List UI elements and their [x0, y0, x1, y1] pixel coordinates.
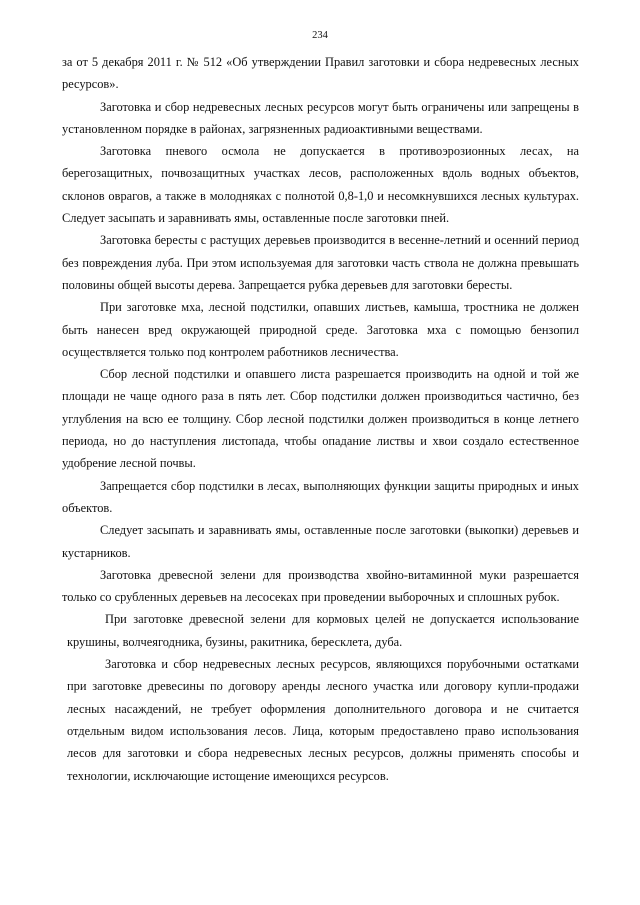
paragraph-11: Заготовка и сбор недревесных лесных ресурсов, являющихся порубочными остатками при заготовке древесины по договору аренды лесного участка или договору купли-продажи лесных насаждений, не требует оформления дополнительного договора и не считается отдельным видом использования лесов. Лица, которым предоставлено право использования лесов для заготовки и сбора недревесных лесных ресурсов, должны применять способы и технологии, исключающие истощение имеющихся ресурсов. — [67, 657, 579, 783]
paragraph-6: Сбор лесной подстилки и опавшего листа разрешается производить на одной и той же площади не чаще одного раза в пять лет. Сбор подстилки должен производиться частично, без углубления на всю ее толщину. Сбор лесной подстилки должен производиться в конце летнего периода, но до наступления листопада, чтобы опадание листвы и хвои создало естественное удобрение лесной почвы. — [62, 367, 579, 471]
paragraph-9: Заготовка древесной зелени для производства хвойно-витаминной муки разрешается только со срубленных деревьев на лесосеках при проведении выборочных и сплошных рубок. — [62, 567, 579, 605]
paragraph-8: Следует засыпать и заравнивать ямы, оставленные после заготовки (выкопки) деревьев и кустарников. — [62, 523, 579, 560]
page-number: 234 — [312, 30, 328, 41]
paragraph-4: Заготовка бересты с растущих деревьев производится в весенне-летний и осенний период без повреждения луба. При этом используемая для заготовки часть ствола не должна превышать половины общей высоты дерева. Запрещается рубка деревьев для заготовки бересты. — [62, 233, 579, 292]
paragraph-1: за от 5 декабря 2011 г. № 512 «Об утверждении Правил заготовки и сбора недревесных лесных ресурсов». — [62, 55, 579, 92]
paragraph-2: Заготовка и сбор недревесных лесных ресурсов могут быть ограничены или запрещены в установленном порядке в районах, загрязненных радиоактивными веществами. — [62, 99, 579, 136]
body-text — [62, 51, 579, 787]
paragraph-3: Заготовка пневого осмола не допускается в противоэрозионных лесах, на берегозащитных, почвозащитных участках лесов, расположенных вдоль водных объектов, склонов оврагов, а также в молодняках с полнотой 0,8-1,0 и несомкнувшихся лесных культурах. Следует засыпать и заравнивать ямы, оставленные после заготовки пней. — [62, 144, 579, 226]
paragraph-10: При заготовке древесной зелени для кормовых целей не допускается использование крушины, волчеягодника, бузины, ракитника, бересклета, дуба. — [67, 612, 579, 649]
paragraph-5: При заготовке мха, лесной подстилки, опавших листьев, камыша, тростника не должен быть нанесен вред окружающей природной среде. Заготовка мха с помощью бензопил осуществляется только под контролем работников лесничества. — [62, 300, 579, 359]
paragraph-7: Запрещается сбор подстилки в лесах, выполняющих функции защиты природных и иных объектов. — [62, 478, 579, 515]
